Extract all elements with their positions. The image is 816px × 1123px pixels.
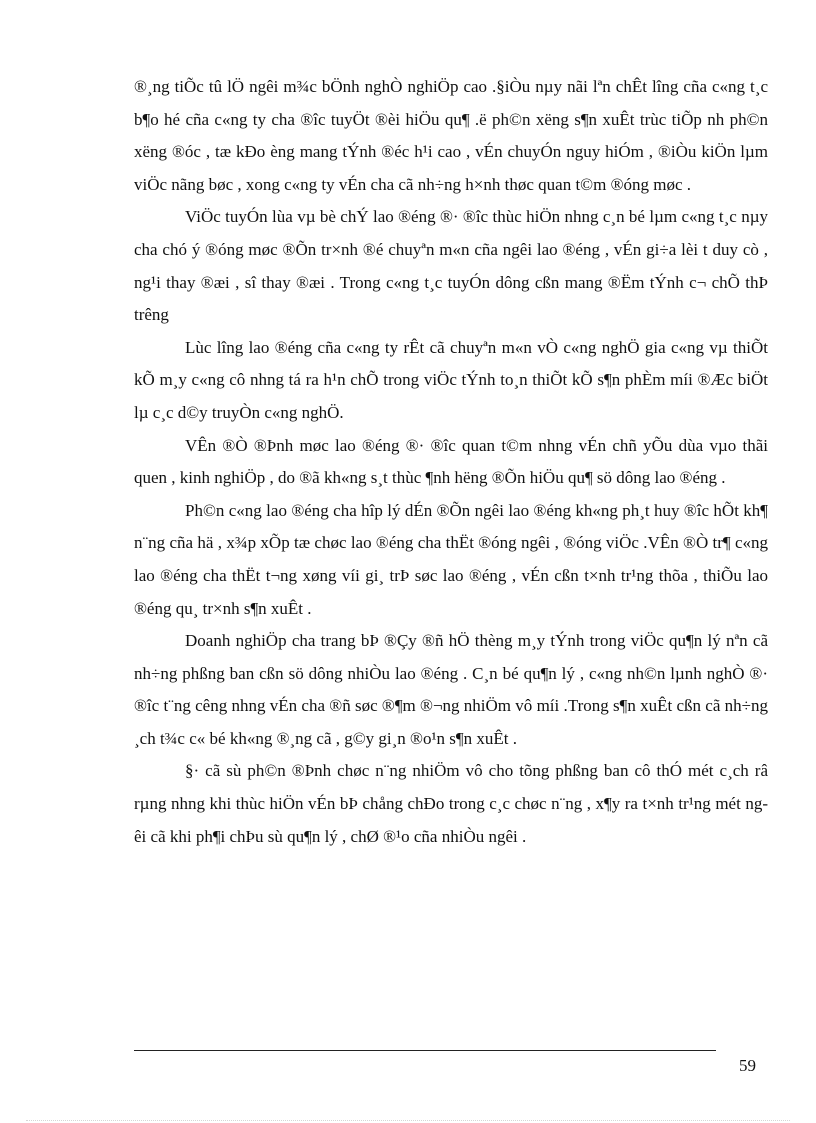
body-text (134, 71, 768, 853)
paragraph-1: ®¸ng tiÕc tû lÖ ngêi m¾c bÖnh nghÒ nghiÖp cao .§iÒu nµy nãi lªn chÊt lîng cña c«ng t¸c b¶o hé cña c«ng ty cha ®îc tuyÖt ®èi hiÖu qu¶ .ë ph©n xëng s¶n xuÊt trùc tiÕp nh ph©n xëng ®óc , tæ kÐo èng mang tÝnh ®éc h¹i cao , vÉn chuyÓn nguy hiÓm , ®iÒu kiÖn lµm viÖc nãng bøc , xong c«ng ty vÉn cha cã nh÷ng h×nh thøc quan t©m ®óng møc . (134, 77, 768, 194)
paragraph-6: Doanh nghiÖp cha trang bÞ ®Çy ®ñ hÖ thèng m¸y tÝnh trong viÖc qu¶n lý nªn cã nh÷ng phßng ban cßn sö dông nhiÒu lao ®éng . C¸n bé qu¶n lý , c«ng nh©n lµnh nghÒ ®· ®îc t¨ng cêng nhng vÉn cha ®ñ søc ®¶m ®¬ng nhiÖm vô míi .Trong s¶n xuÊt cßn cã nh÷ng ¸ch t¾c c« bé kh«ng ®¸ng cã , g©y gi¸n ®o¹n s¶n xuÊt . (134, 631, 768, 748)
paragraph-5: Ph©n c«ng lao ®éng cha hîp lý dÉn ®Õn ngêi lao ®éng kh«ng ph¸t huy ®îc hÕt kh¶ n¨ng cña hä , x¾p xÕp tæ chøc lao ®éng cha thËt ®óng ngêi , ®óng viÖc .VÊn ®Ò tr¶ c«ng lao ®éng cha thËt t¬ng xøng víi gi¸ trÞ søc lao ®éng , vÉn cßn t×nh tr¹ng thõa , thiÕu lao ®éng qu¸ tr×nh s¶n xuÊt . (134, 500, 768, 618)
page-number: 59 (739, 1056, 756, 1075)
paragraph-3: Lùc lîng lao ®éng cña c«ng ty rÊt cã chuyªn m«n vÒ c«ng nghÖ gia c«ng vµ thiÕt kÕ m¸y c«ng cô nhng tá ra h¹n chÕ trong viÖc tÝnh to¸n thiÕt kÕ s¶n phÈm míi ®Æc biÖt lµ c¸c d©y truyÒn c«ng nghÖ. (134, 337, 768, 422)
paragraph-4: VÊn ®Ò ®Þnh møc lao ®éng ®· ®îc quan t©m nhng vÉn chñ yÕu dùa vµo thãi quen , kinh nghiÖp , do ®ã kh«ng s¸t thùc ¶nh hëng ®Õn hiÖu qu¶ sö dông lao ®éng . (134, 435, 768, 488)
page-bottom-dotted-border (26, 1120, 790, 1121)
footer-rule (134, 1050, 716, 1051)
paragraph-7: §· cã sù ph©n ®Þnh chøc n¨ng nhiÖm vô cho tõng phßng ban cô thÓ mét c¸ch râ rµng nhng khi thùc hiÖn vÉn bÞ chång chÐo trong c¸c chøc n¨ng , x¶y ra t×nh tr¹ng mét ngêi cã khi ph¶i chÞu sù qu¶n lý , chØ ®¹o cña nhiÒu ngêi . (134, 761, 768, 846)
paragraph-2: ViÖc tuyÓn lùa vµ bè chÝ lao ®éng ®· ®îc thùc hiÖn nhng c¸n bé lµm c«ng t¸c nµy cha chó ý ®óng møc ®Õn tr×nh ®é chuyªn m«n cña ngêi lao ®éng , vÉn gi÷a lèi t duy cò , ng¹i thay ®æi , sî thay ®æi . Trong c«ng t¸c tuyÓn dông cßn mang ®Ëm tÝnh c¬ chÕ thÞ trêng (134, 207, 768, 325)
